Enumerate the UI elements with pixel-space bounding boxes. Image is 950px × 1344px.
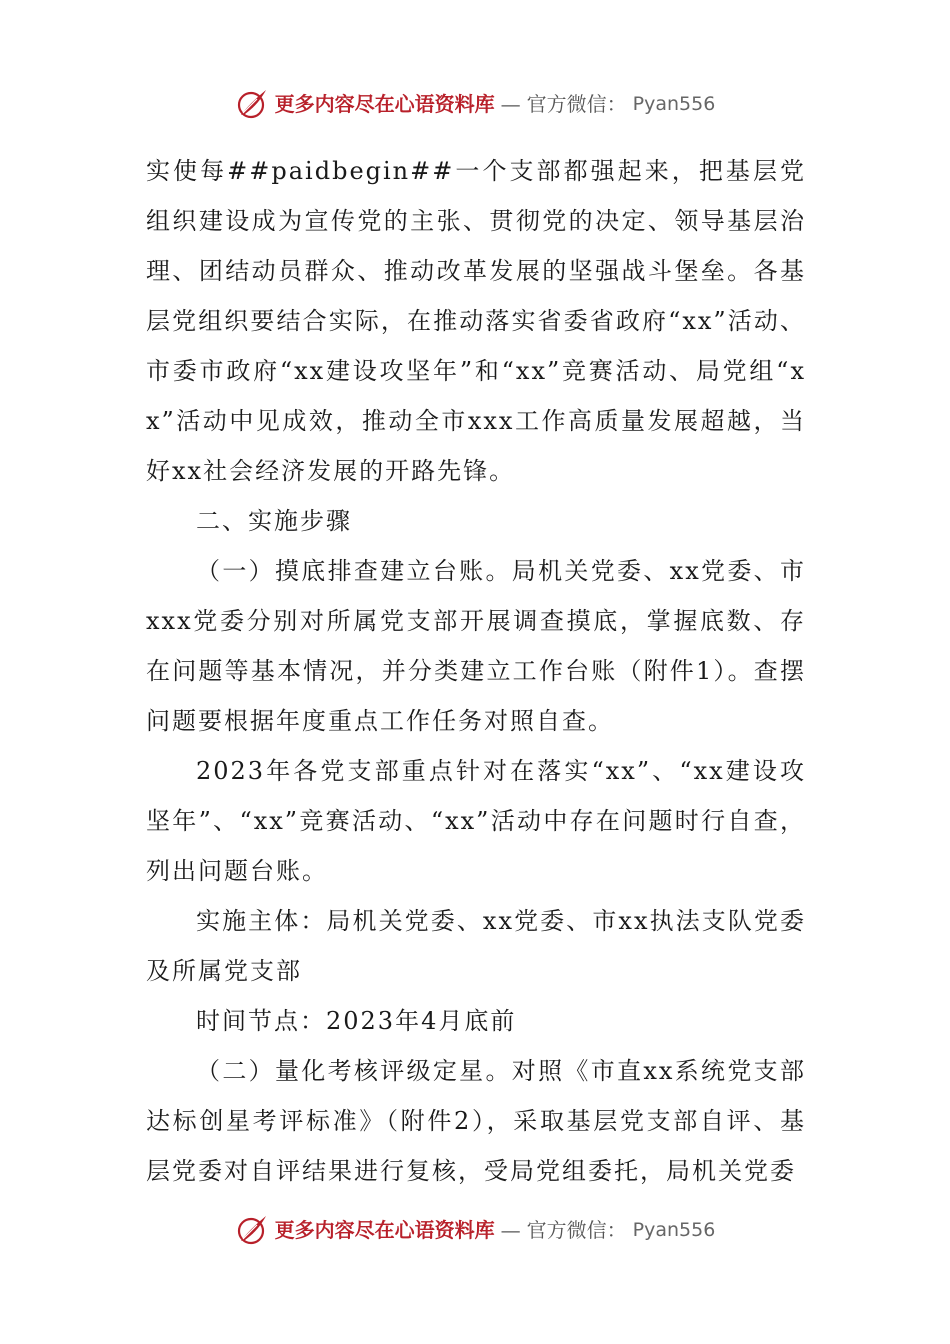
- document-body: [146, 146, 806, 1196]
- paragraph-implementing-body: 实施主体：局机关党委、xx党委、市xx执法支队党委及所属党支部: [146, 907, 806, 985]
- quill-logo-icon: [235, 1213, 269, 1247]
- paragraph-intro: 实使每##paidbegin##一个支部都强起来，把基层党组织建设成为宣传党的主张、贯彻党的决定、领导基层治理、团结动员群众、推动改革发展的坚强战斗堡垒。各基层党组织要结合实际，在推动落实省委省政府“xx”活动、市委市政府“xx建设攻坚年”和“xx”竞赛活动、局党组“xx”活动中见成效，推动全市xxx工作高质量发展超越，当好xx社会经济发展的开路先锋。: [146, 157, 806, 485]
- watermark-wechat-label: 官方微信：: [526, 92, 627, 116]
- watermark-wechat-label: 官方微信：: [526, 1218, 627, 1242]
- paragraph-2023-focus: 2023年各党支部重点针对在落实“xx”、“xx建设攻坚年”、“xx”竞赛活动、“xx”活动中存在问题时行自查，列出问题台账。: [146, 757, 806, 885]
- paragraph-deadline: 时间节点：2023年4月底前: [196, 1007, 517, 1035]
- quill-logo-icon: [235, 87, 269, 121]
- watermark-dash: —: [500, 1218, 521, 1242]
- watermark-account: Pyan556: [632, 92, 716, 115]
- watermark-site-name: 更多内容尽在心语资料库: [274, 1218, 495, 1242]
- section-heading: 二、实施步骤: [196, 507, 352, 535]
- paragraph-step-2: （二）量化考核评级定星。对照《市直xx系统党支部达标创星考评标准》（附件2），采取基层党支部自评、基层党委对自评结果进行复核，受局党组委托，局机关党委: [146, 1057, 806, 1185]
- watermark-dash: —: [500, 92, 521, 116]
- watermark-account: Pyan556: [632, 1218, 716, 1241]
- footer-watermark: [0, 1210, 950, 1250]
- header-watermark: [0, 84, 950, 124]
- paragraph-step-1: （一）摸底排查建立台账。局机关党委、xx党委、市xxx党委分别对所属党支部开展调查摸底，掌握底数、存在问题等基本情况，并分类建立工作台账（附件1）。查摆问题要根据年度重点工作任务对照自查。: [146, 557, 806, 735]
- watermark-site-name: 更多内容尽在心语资料库: [274, 92, 495, 116]
